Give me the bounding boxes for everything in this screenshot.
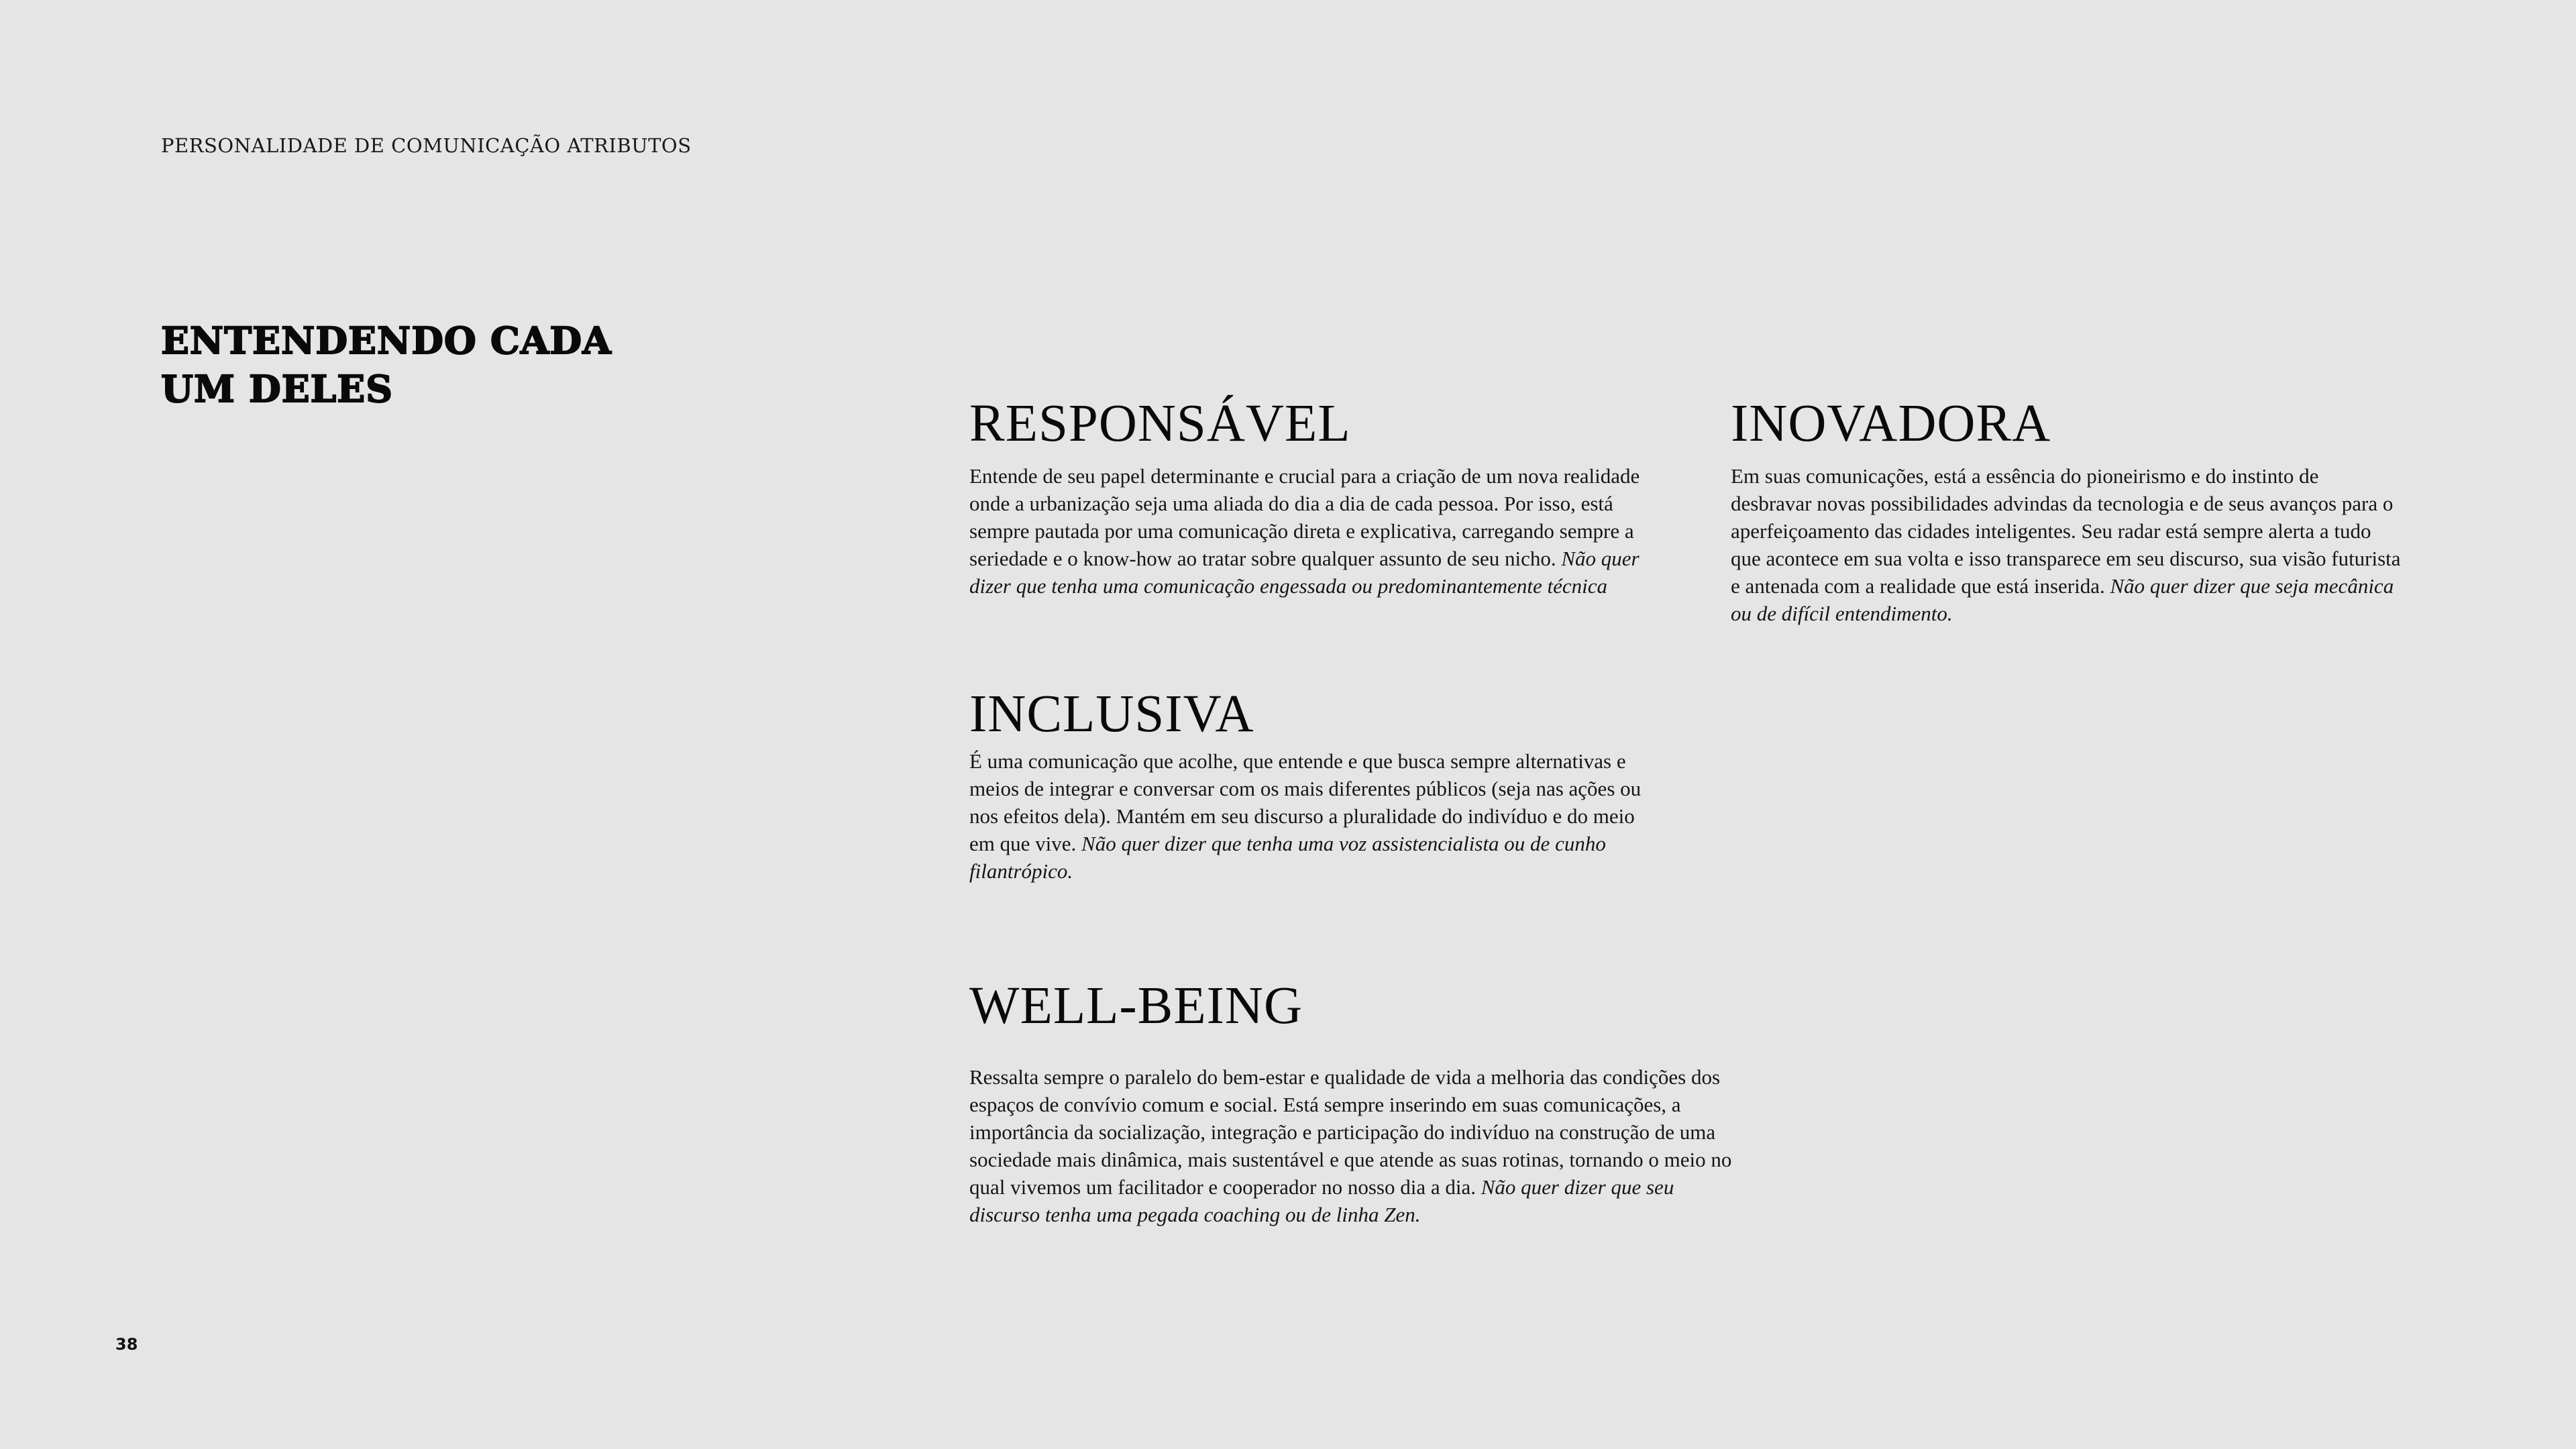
attribute-title: RESPONSÁVEL <box>969 394 1351 453</box>
page-number: 38 <box>115 1335 138 1354</box>
attribute-description <box>969 1063 1741 1228</box>
attribute-note: Não quer dizer que tenha uma comunicação engessada ou predominantemente técnica <box>969 547 1640 598</box>
attribute-wellbeing <box>969 976 1741 1228</box>
attribute-body: É uma comunicação que acolhe, que entende e que busca sempre alternativas e meios de integrar e conversar com os mais diferentes públicos (seja nas ações ou nos efeitos dela). Mantém em seu discurso a pluralidade do indivíduo e do meio em que vive. <box>969 749 1642 855</box>
attribute-title: WELL-BEING <box>969 977 1303 1035</box>
attribute-note: Não quer dizer que seja mecânica ou de difícil entendimento. <box>1731 574 2394 625</box>
attribute-inclusiva <box>969 684 1647 885</box>
attribute-body: Entende de seu papel determinante e crucial para a criação de um nova realidade onde a urbanização seja uma aliada do dia a dia de cada pessoa. Por isso, está sempre pautada por uma comunicação direta e explicativa, carregando sempre a seriedade e o know-how ao tratar sobre qualquer assunto de seu nicho. <box>969 464 1640 570</box>
attribute-note: Não quer dizer que seu discurso tenha uma pegada coaching ou de linha Zen. <box>969 1175 1674 1226</box>
attribute-note: Não quer dizer que tenha uma voz assistencialista ou de cunho filantrópico. <box>969 832 1606 883</box>
attribute-title: INOVADORA <box>1731 394 2051 453</box>
attribute-description <box>969 462 1647 600</box>
attribute-description <box>969 747 1647 885</box>
attribute-body: Em suas comunicações, está a essência do pioneirismo e do instinto de desbravar novas possibilidades advindas da tecnologia e de seus avanços para o aperfeiçoamento das cidades inteligentes. Seu radar está sempre alerta a tudo que acontece em sua volta e isso transparece em seu discurso, sua visão futurista e antenada com a realidade que está inserida. <box>1731 464 2401 598</box>
attribute-inovadora <box>1731 394 2402 627</box>
attribute-description <box>1731 462 2402 627</box>
attribute-title: INCLUSIVA <box>969 685 1254 743</box>
section-label: PERSONALIDADE DE COMUNICAÇÃO ATRIBUTOS <box>161 134 692 157</box>
attribute-responsavel <box>969 394 1647 600</box>
attribute-body: Ressalta sempre o paralelo do bem-estar e qualidade de vida a melhoria das condições dos espaços de convívio comum e social. Está sempre inserindo em suas comunicações, a importância da socialização, integração e participação do indivíduo na construção de uma sociedade mais dinâmica, mais sustentável e que atende as suas rotinas, tornando o meio no qual vivemos um facilitador e cooperador no nosso dia a dia. <box>969 1065 1732 1199</box>
page-title: ENTENDENDO CADA UM DELES <box>161 319 612 411</box>
